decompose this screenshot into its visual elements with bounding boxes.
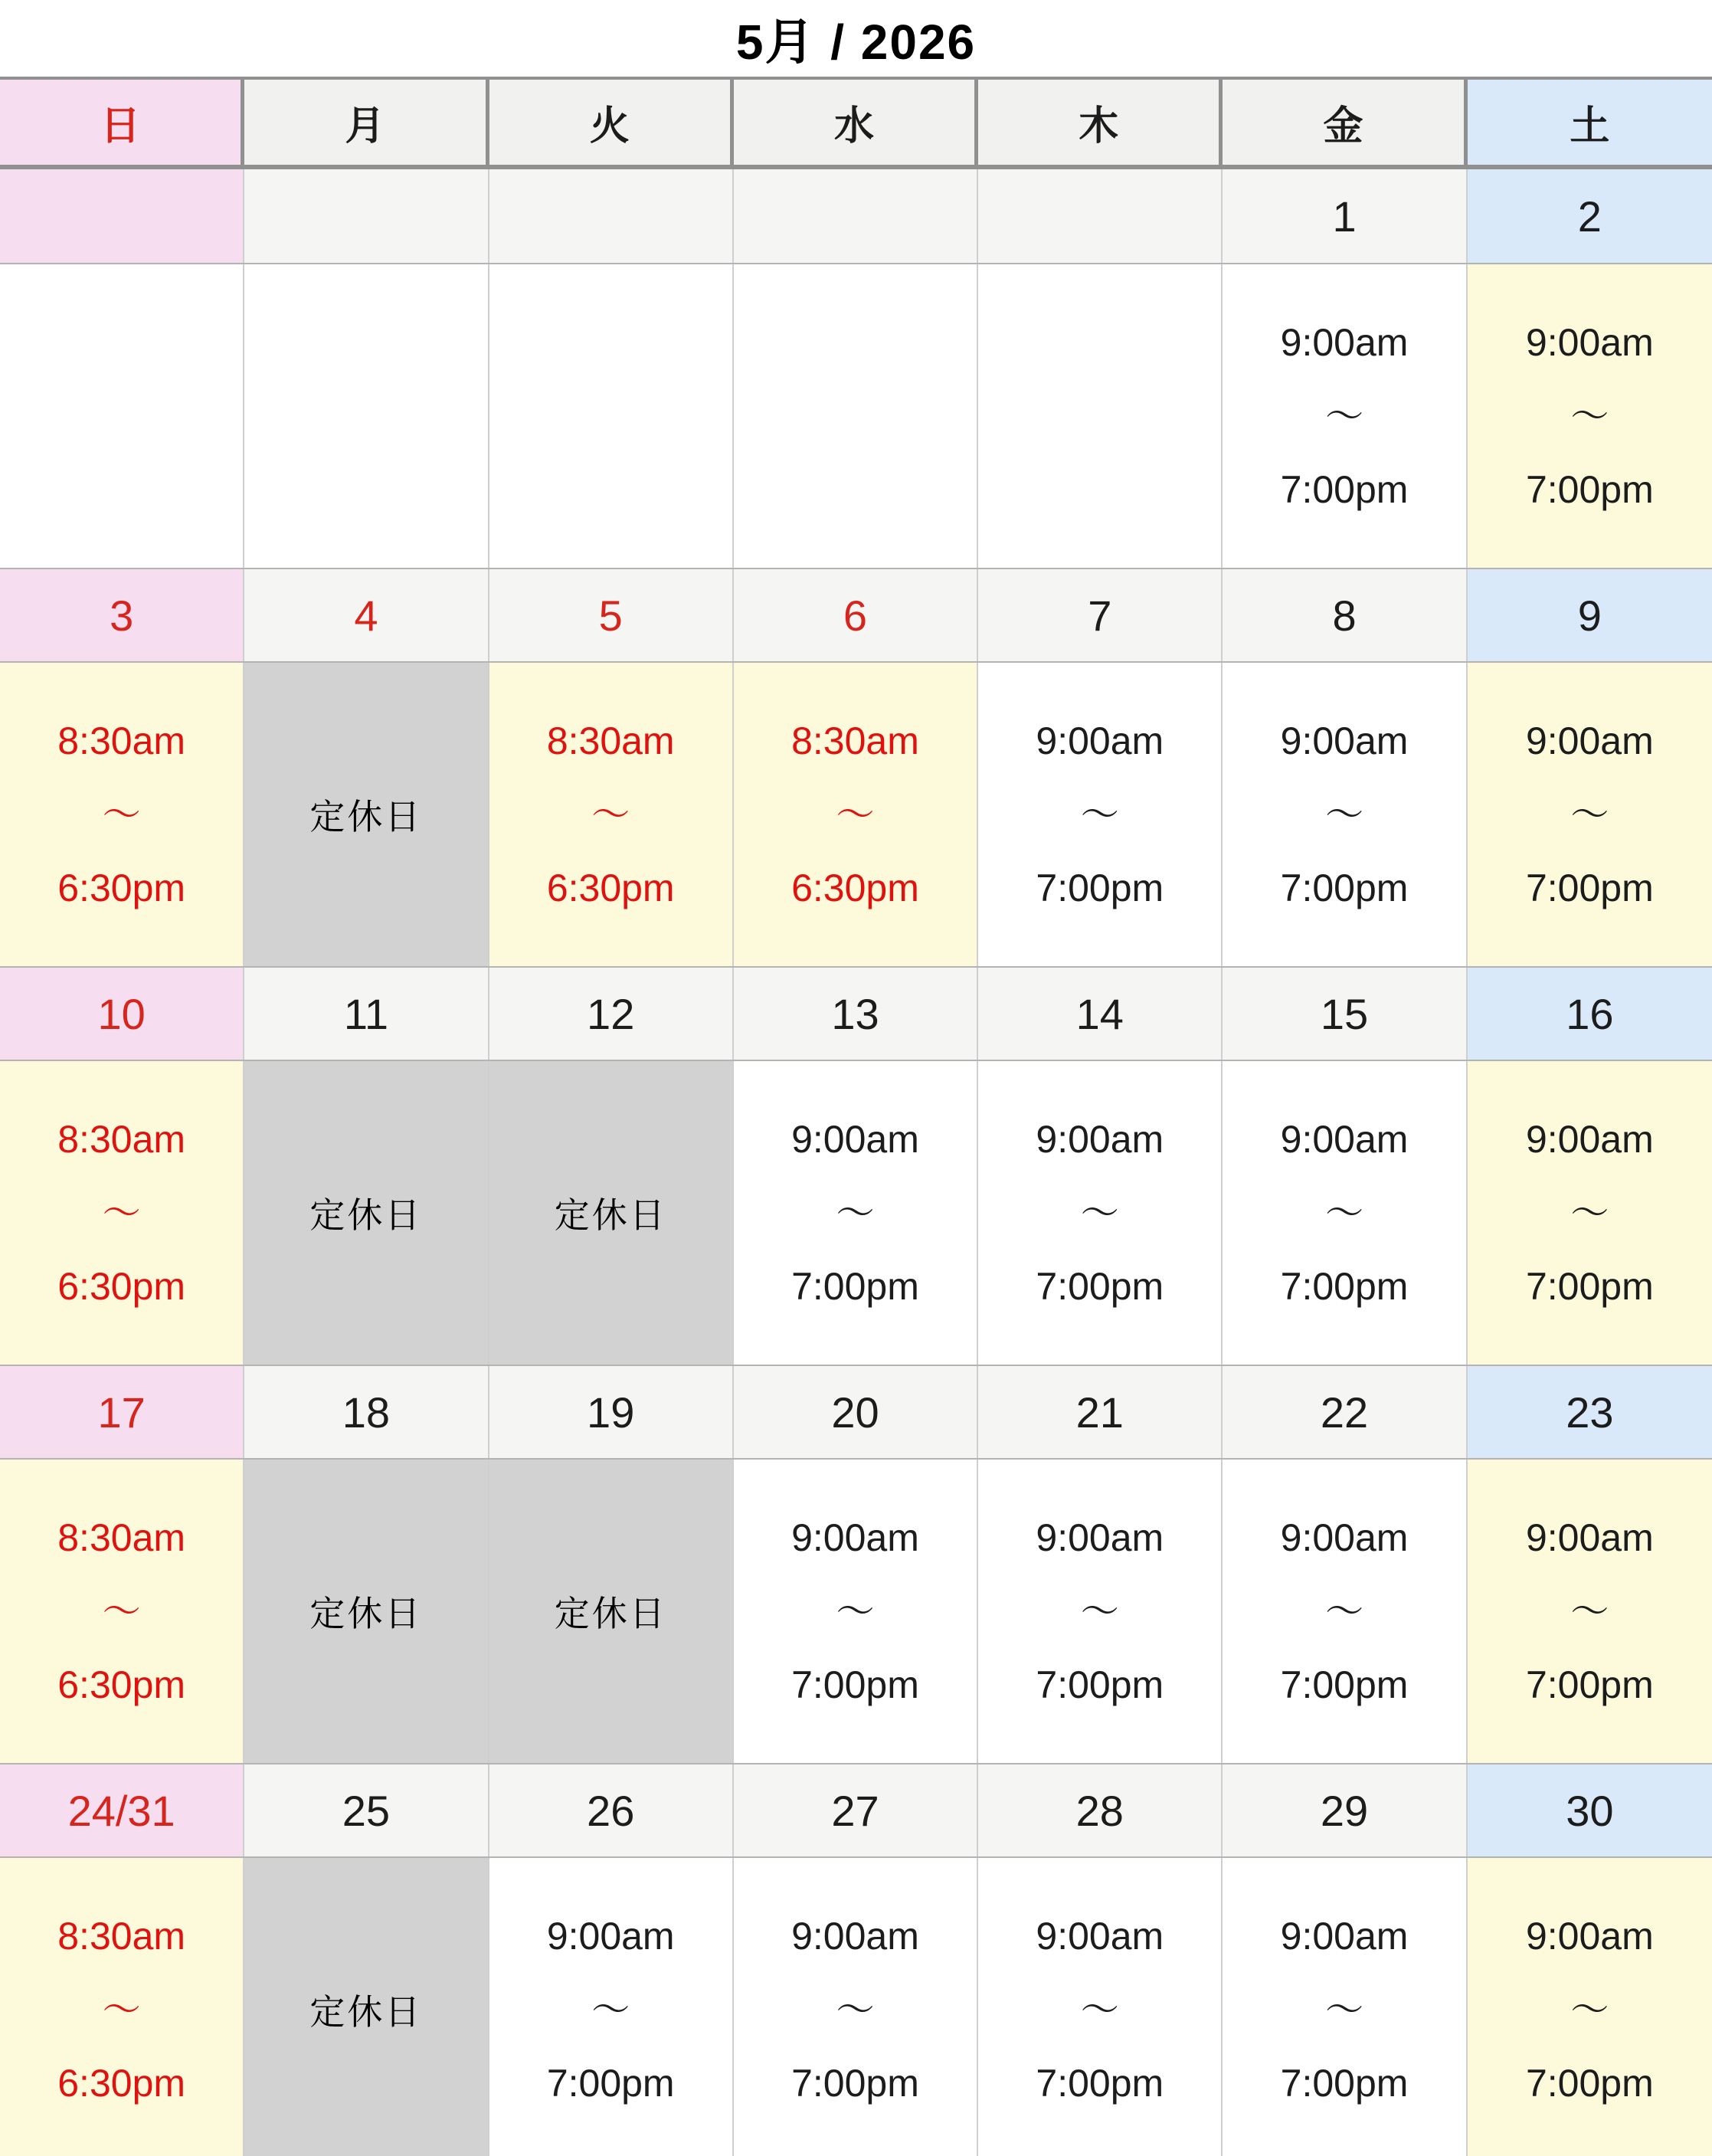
date-number: 21: [1075, 1388, 1124, 1437]
close-time: 7:00pm: [1036, 1663, 1164, 1706]
date-cell-empty: [978, 169, 1223, 263]
date-cell-6: [734, 569, 978, 661]
close-time: 7:00pm: [1280, 867, 1409, 909]
date-row-week-3: [0, 966, 1712, 1060]
date-number: 9: [1577, 591, 1602, 640]
date-cell-11: [244, 968, 489, 1060]
close-time: 7:00pm: [1525, 867, 1654, 909]
hours-cell-open: [978, 1460, 1223, 1763]
date-number: 3: [110, 591, 134, 640]
hours-cell-open: [734, 1858, 978, 2156]
tilde-separator: ～: [1570, 395, 1609, 437]
close-time: 7:00pm: [791, 1265, 919, 1308]
weekday-header-wd-2: [489, 80, 734, 165]
date-row-week-4: [0, 1365, 1712, 1458]
date-cell-23: [1468, 1366, 1712, 1458]
tilde-separator: ～: [1570, 1590, 1609, 1633]
tilde-separator: ～: [102, 1590, 141, 1633]
tilde-separator: ～: [836, 1590, 875, 1633]
hours-cell-closed: [244, 663, 489, 966]
weekday-header-wd-3: [734, 80, 978, 165]
date-cell-21: [978, 1366, 1223, 1458]
hours-row-week-1: [0, 263, 1712, 568]
date-cell-9: [1468, 569, 1712, 661]
date-cell-7: [978, 569, 1223, 661]
date-row-week-5: [0, 1763, 1712, 1856]
close-time: 7:00pm: [546, 2062, 675, 2105]
hours-cell-open: [1468, 1061, 1712, 1365]
open-time: 9:00am: [1525, 1516, 1654, 1559]
date-number: 22: [1320, 1388, 1369, 1437]
date-number: 26: [587, 1786, 635, 1835]
date-cell-16: [1468, 968, 1712, 1060]
open-time: 9:00am: [1036, 1915, 1164, 1958]
close-time: 7:00pm: [1280, 1265, 1409, 1308]
date-number: 10: [97, 989, 146, 1038]
hours-cell-open: [0, 1460, 244, 1763]
date-cell-2: [1468, 169, 1712, 263]
open-time: 9:00am: [1280, 321, 1409, 364]
hours-cell-open: [1223, 1061, 1467, 1365]
open-time: 8:30am: [57, 1915, 186, 1958]
weekday-label: 金: [1323, 105, 1363, 149]
date-number: 13: [831, 989, 879, 1038]
date-cell-empty: [734, 169, 978, 263]
closed-day-label: 定休日: [309, 1594, 423, 1633]
tilde-separator: ～: [836, 1988, 875, 2031]
weekday-header-wd-1: [244, 80, 489, 165]
closed-day-label: 定休日: [554, 1195, 667, 1235]
hours-cell-closed: [244, 1858, 489, 2156]
close-time: 7:00pm: [1036, 1265, 1164, 1308]
hours-cell-open: [1468, 264, 1712, 568]
close-time: 7:00pm: [1036, 867, 1164, 909]
date-number: 17: [97, 1388, 146, 1437]
date-number: 15: [1320, 989, 1369, 1038]
date-cell-empty: [489, 169, 734, 263]
tilde-separator: ～: [1570, 793, 1609, 836]
date-cell-26: [489, 1764, 734, 1856]
close-time: 6:30pm: [791, 867, 919, 909]
open-time: 9:00am: [546, 1915, 675, 1958]
hours-cell-open: [1223, 1858, 1467, 2156]
close-time: 7:00pm: [1525, 468, 1654, 511]
open-time: 8:30am: [57, 1516, 186, 1559]
open-time: 9:00am: [791, 1516, 919, 1559]
hours-cell-closed: [244, 1460, 489, 1763]
date-row-week-1: [0, 169, 1712, 263]
date-number: 7: [1088, 591, 1112, 640]
date-cell-4: [244, 569, 489, 661]
hours-cell-open: [1223, 1460, 1467, 1763]
hours-cell-open: [978, 663, 1223, 966]
hours-cell-open: [1468, 1858, 1712, 2156]
close-time: 7:00pm: [1525, 1265, 1654, 1308]
hours-cell-open: [1468, 663, 1712, 966]
hours-row-week-2: [0, 661, 1712, 966]
closed-day-label: 定休日: [309, 797, 423, 837]
date-cell-13: [734, 968, 978, 1060]
weekday-label: 水: [833, 105, 874, 149]
closed-day-label: 定休日: [309, 1195, 423, 1235]
weekday-header-wd-5: [1223, 80, 1467, 165]
tilde-separator: ～: [1325, 1590, 1364, 1633]
date-cell-28: [978, 1764, 1223, 1856]
date-cell-20: [734, 1366, 978, 1458]
close-time: 6:30pm: [57, 2062, 186, 2105]
tilde-separator: ～: [1325, 793, 1364, 836]
tilde-separator: ～: [1080, 793, 1119, 836]
hours-cell-empty: [244, 264, 489, 568]
open-time: 9:00am: [1525, 719, 1654, 762]
open-time: 9:00am: [1036, 1118, 1164, 1161]
hours-cell-open: [0, 1858, 244, 2156]
hours-cell-open: [978, 1061, 1223, 1365]
date-cell-24-31: [0, 1764, 244, 1856]
open-time: 8:30am: [791, 719, 919, 762]
tilde-separator: ～: [1570, 1191, 1609, 1234]
date-number: 16: [1566, 989, 1614, 1038]
hours-cell-open: [734, 1460, 978, 1763]
open-time: 9:00am: [1036, 1516, 1164, 1559]
closed-day-label: 定休日: [554, 1594, 667, 1633]
date-cell-3: [0, 569, 244, 661]
date-row-week-2: [0, 568, 1712, 661]
open-time: 9:00am: [1525, 321, 1654, 364]
date-number: 25: [342, 1786, 391, 1835]
weekday-label: 土: [1570, 105, 1610, 149]
date-cell-19: [489, 1366, 734, 1458]
hours-cell-empty: [0, 264, 244, 568]
close-time: 7:00pm: [1525, 2062, 1654, 2105]
close-time: 7:00pm: [1280, 1663, 1409, 1706]
date-number: 23: [1566, 1388, 1614, 1437]
calendar-month-title: 5月 / 2026: [735, 15, 977, 70]
date-cell-1: [1223, 169, 1467, 263]
hours-row-week-5: [0, 1856, 1712, 2156]
date-cell-17: [0, 1366, 244, 1458]
hours-cell-open: [1223, 264, 1467, 568]
tilde-separator: ～: [591, 793, 630, 836]
date-cell-5: [489, 569, 734, 661]
open-time: 8:30am: [57, 1118, 186, 1161]
hours-cell-empty: [489, 264, 734, 568]
date-number: 28: [1075, 1786, 1124, 1835]
date-number: 29: [1320, 1786, 1369, 1835]
tilde-separator: ～: [1080, 1191, 1119, 1234]
close-time: 7:00pm: [1525, 1663, 1654, 1706]
hours-cell-empty: [978, 264, 1223, 568]
tilde-separator: ～: [836, 1191, 875, 1234]
hours-row-week-4: [0, 1458, 1712, 1763]
date-cell-10: [0, 968, 244, 1060]
date-cell-22: [1223, 1366, 1467, 1458]
close-time: 6:30pm: [57, 1663, 186, 1706]
hours-cell-open: [978, 1858, 1223, 2156]
tilde-separator: ～: [1325, 395, 1364, 437]
hours-cell-open: [0, 1061, 244, 1365]
date-cell-15: [1223, 968, 1467, 1060]
hours-cell-open: [0, 663, 244, 966]
hours-cell-open: [1223, 663, 1467, 966]
calendar-grid: [0, 77, 1712, 2156]
tilde-separator: ～: [102, 793, 141, 836]
date-number: 2: [1577, 192, 1602, 241]
date-number: 30: [1566, 1786, 1614, 1835]
hours-cell-open: [489, 663, 734, 966]
open-time: 9:00am: [1280, 719, 1409, 762]
closed-day-label: 定休日: [309, 1992, 423, 2032]
date-cell-empty: [0, 169, 244, 263]
hours-cell-closed: [489, 1460, 734, 1763]
open-time: 8:30am: [57, 719, 186, 762]
hours-cell-open: [489, 1858, 734, 2156]
date-number: 8: [1332, 591, 1357, 640]
weekday-label: 日: [100, 105, 141, 149]
date-cell-25: [244, 1764, 489, 1856]
tilde-separator: ～: [1325, 1191, 1364, 1234]
hours-cell-empty: [734, 264, 978, 568]
hours-row-week-3: [0, 1060, 1712, 1365]
close-time: 6:30pm: [57, 867, 186, 909]
weekday-header-sat-6: [1468, 80, 1712, 165]
tilde-separator: ～: [1325, 1988, 1364, 2031]
close-time: 7:00pm: [791, 1663, 919, 1706]
open-time: 9:00am: [791, 1915, 919, 1958]
date-number: 5: [598, 591, 623, 640]
date-number: 14: [1075, 989, 1124, 1038]
tilde-separator: ～: [1570, 1988, 1609, 2031]
close-time: 7:00pm: [1280, 468, 1409, 511]
tilde-separator: ～: [591, 1988, 630, 2031]
date-cell-12: [489, 968, 734, 1060]
date-number: 20: [831, 1388, 879, 1437]
weekday-label: 火: [589, 105, 630, 149]
weekday-header-sun-0: [0, 80, 244, 165]
date-number: 24/31: [67, 1786, 175, 1835]
date-cell-27: [734, 1764, 978, 1856]
hours-cell-open: [1468, 1460, 1712, 1763]
date-cell-18: [244, 1366, 489, 1458]
close-time: 6:30pm: [546, 867, 675, 909]
hours-cell-closed: [489, 1061, 734, 1365]
weekday-header-row: [0, 77, 1712, 169]
tilde-separator: ～: [1080, 1590, 1119, 1633]
hours-cell-open: [734, 663, 978, 966]
hours-cell-open: [734, 1061, 978, 1365]
open-time: 9:00am: [1525, 1915, 1654, 1958]
open-time: 9:00am: [1280, 1118, 1409, 1161]
weekday-label: 月: [345, 105, 385, 149]
open-time: 9:00am: [1525, 1118, 1654, 1161]
date-number: 19: [587, 1388, 635, 1437]
tilde-separator: ～: [1080, 1988, 1119, 2031]
close-time: 7:00pm: [1036, 2062, 1164, 2105]
open-time: 8:30am: [546, 719, 675, 762]
date-number: 6: [843, 591, 868, 640]
tilde-separator: ～: [836, 793, 875, 836]
close-time: 7:00pm: [791, 2062, 919, 2105]
open-time: 9:00am: [1036, 719, 1164, 762]
close-time: 6:30pm: [57, 1265, 186, 1308]
open-time: 9:00am: [1280, 1915, 1409, 1958]
open-time: 9:00am: [1280, 1516, 1409, 1559]
date-number: 27: [831, 1786, 879, 1835]
weekday-label: 木: [1079, 105, 1119, 149]
date-number: 18: [342, 1388, 391, 1437]
hours-cell-closed: [244, 1061, 489, 1365]
date-cell-30: [1468, 1764, 1712, 1856]
date-cell-29: [1223, 1764, 1467, 1856]
date-cell-empty: [244, 169, 489, 263]
tilde-separator: ～: [102, 1988, 141, 2031]
date-cell-14: [978, 968, 1223, 1060]
close-time: 7:00pm: [1280, 2062, 1409, 2105]
tilde-separator: ～: [102, 1191, 141, 1234]
weekday-header-wd-4: [978, 80, 1223, 165]
date-cell-8: [1223, 569, 1467, 661]
date-number: 1: [1332, 192, 1357, 241]
date-number: 11: [343, 989, 388, 1038]
open-time: 9:00am: [791, 1118, 919, 1161]
date-number: 12: [587, 989, 635, 1038]
date-number: 4: [354, 591, 378, 640]
